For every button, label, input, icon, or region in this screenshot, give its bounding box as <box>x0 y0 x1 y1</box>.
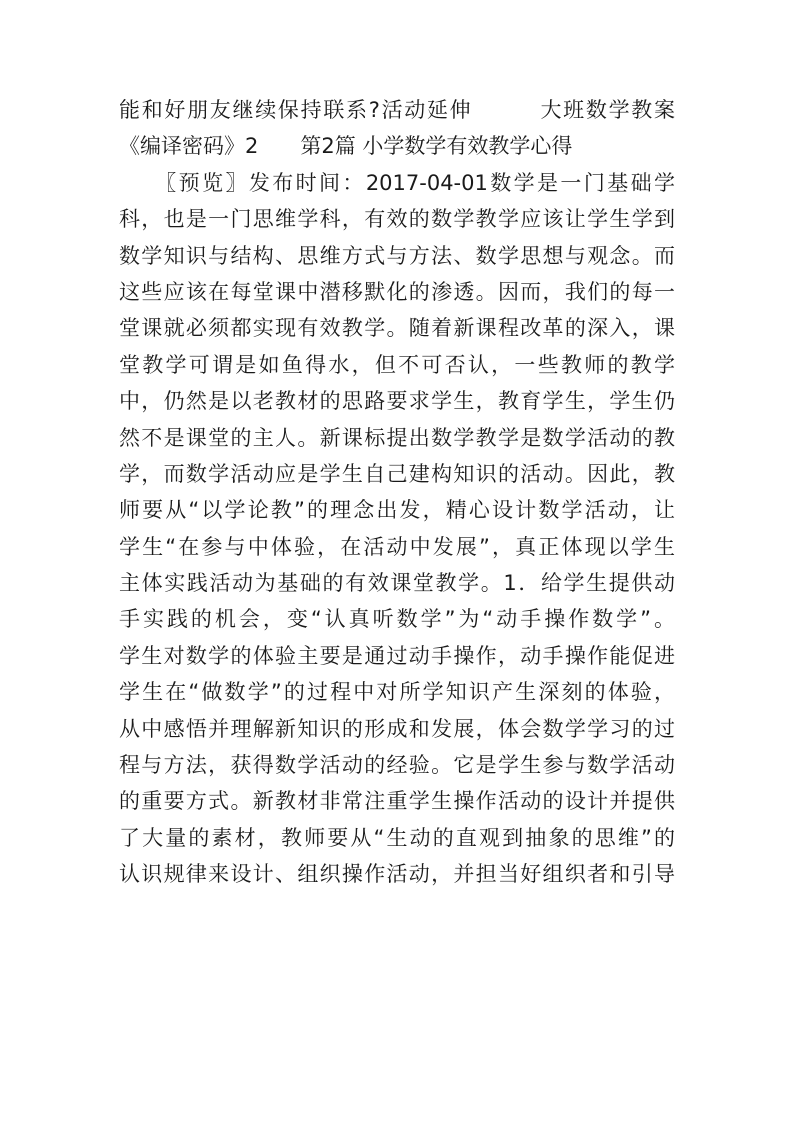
text-line: 堂教学可谓是如鱼得水，但不可否认，一些教师的教学 <box>119 352 675 377</box>
text-line: 学生对数学的体验主要是通过动手操作，动手操作能促进 <box>119 643 675 668</box>
text-line: 学，而数学活动应是学生自己建构知识的活动。因此，教 <box>119 461 675 486</box>
text-line: 科，也是一门思维学科，有效的数学教学应该让学生学到 <box>119 207 675 232</box>
document-body <box>119 92 675 893</box>
text-line: 中，仍然是以老教材的思路要求学生，教育学生，学生仍 <box>119 389 675 414</box>
text-line: 这些应该在每堂课中潜移默化的渗透。因而，我们的每一 <box>119 279 675 304</box>
text-line: 《编译密码》2 第2篇 小学数学有效教学心得 <box>119 134 573 159</box>
text-line: 认识规律来设计、组织操作活动，并担当好组织者和引导 <box>119 862 675 887</box>
text-line: 然不是课堂的主人。新课标提出数学教学是数学活动的教 <box>119 425 675 450</box>
text-line: 〖预览〗发布时间：2017-04-01数学是一门基础学 <box>119 170 675 195</box>
text-line: 能和好朋友继续保持联系?活动延伸 大班数学教案 <box>119 98 675 122</box>
text-line: 的重要方式。新教材非常注重学生操作活动的设计并提供 <box>119 789 675 814</box>
text-line: 师要从“以学论教”的理念出发，精心设计数学活动，让 <box>119 498 675 523</box>
text-line: 数学知识与结构、思维方式与方法、数学思想与观念。而 <box>119 243 675 268</box>
text-line: 堂课就必须都实现有效教学。随着新课程改革的深入，课 <box>119 316 675 341</box>
text-line: 了大量的素材，教师要从“生动的直观到抽象的思维”的 <box>119 825 675 850</box>
text-line: 手实践的机会，变“认真听数学”为“动手操作数学”。 <box>119 607 675 632</box>
text-line: 从中感悟并理解新知识的形成和发展，体会数学学习的过 <box>119 716 675 741</box>
text-line: 学生“在参与中体验，在活动中发展”，真正体现以学生 <box>119 534 675 559</box>
text-line: 程与方法，获得数学活动的经验。它是学生参与数学活动 <box>119 753 675 778</box>
text-line: 学生在“做数学”的过程中对所学知识产生深刻的体验， <box>119 680 675 705</box>
text-line: 主体实践活动为基础的有效课堂教学。1．给学生提供动 <box>119 571 675 596</box>
